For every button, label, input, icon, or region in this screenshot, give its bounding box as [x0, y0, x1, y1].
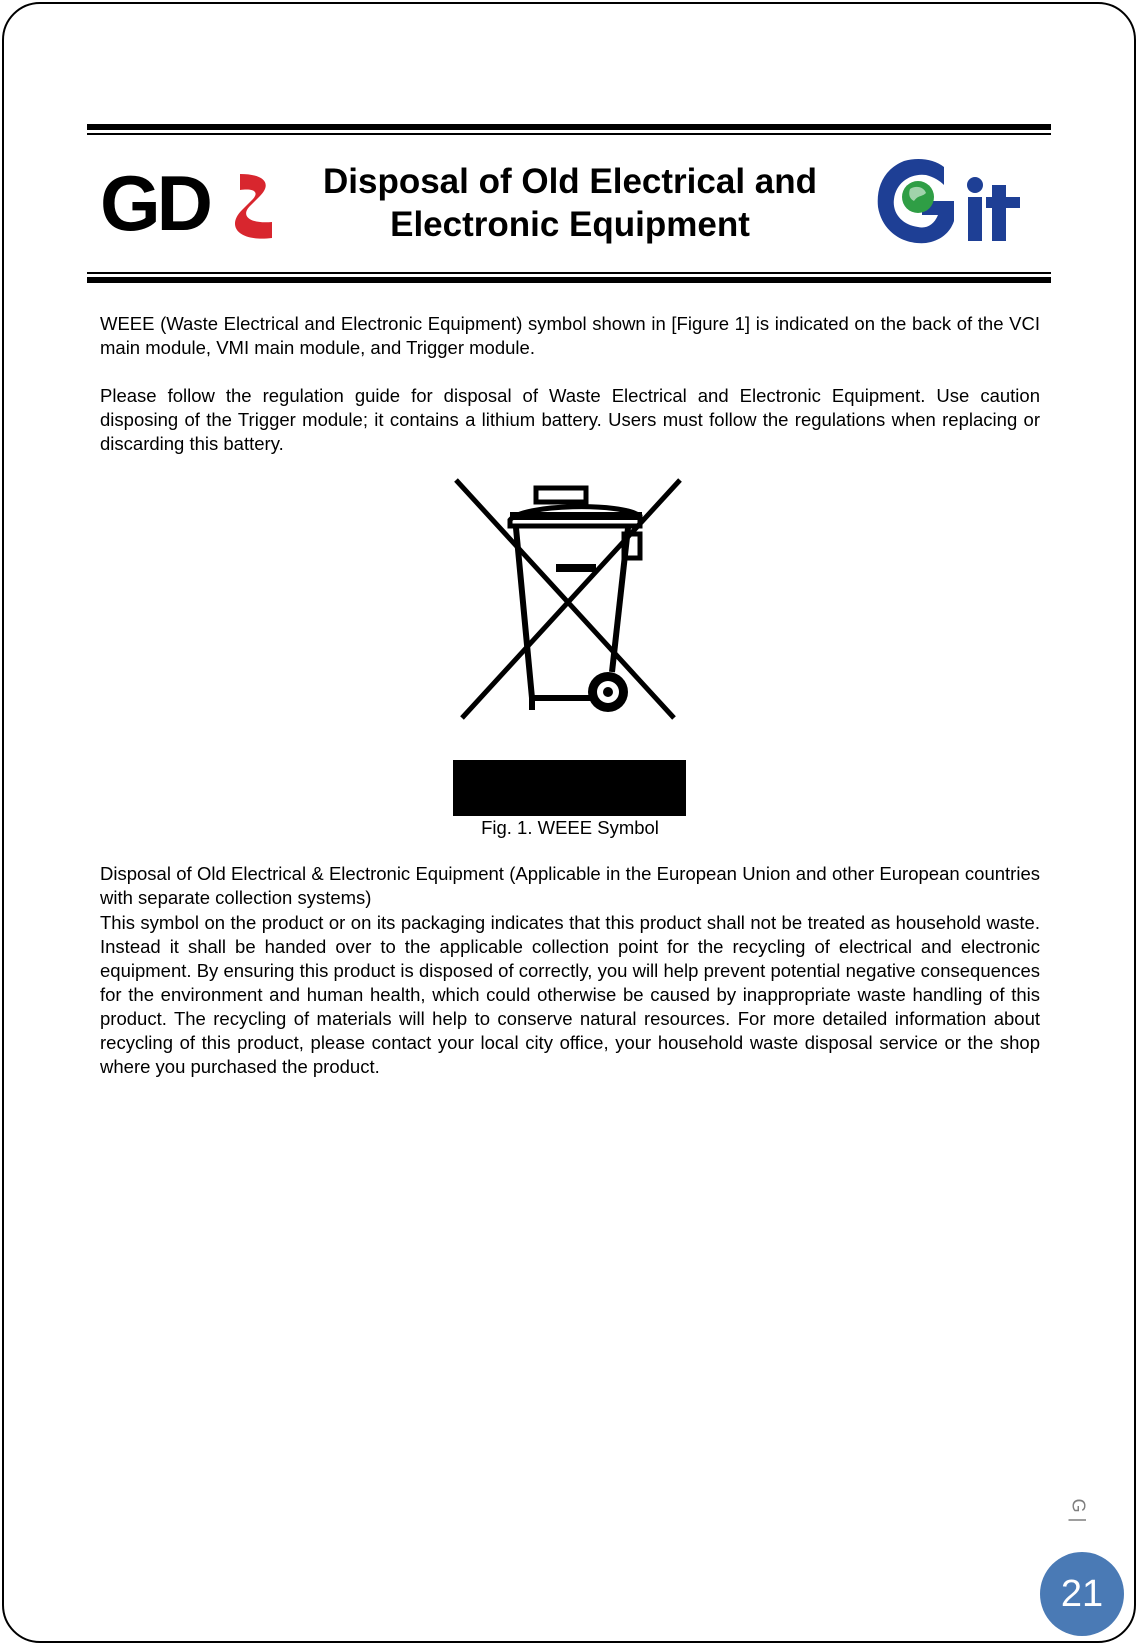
page-number-badge: 21: [1040, 1552, 1124, 1636]
side-mark: G |: [1068, 1498, 1089, 1523]
weee-bar: [453, 760, 686, 816]
applicability-paragraph: Disposal of Old Electrical & Electronic Equipment (Applicable in the European Union and other European countries with separate collection systems): [100, 863, 1040, 908]
intro-paragraph: WEEE (Waste Electrical and Electronic Equipment) symbol shown in [Figure 1] is indicated on the back of the VCI main module, VMI main module, and Trigger module.: [100, 313, 1040, 358]
figure-caption: Fig. 1. WEEE Symbol: [481, 817, 659, 838]
weee-symbol-icon: [452, 476, 692, 726]
header-rule-top: [87, 124, 1051, 135]
regulation-paragraph: Please follow the regulation guide for disposal of Waste Electrical and Electronic Equipment. Use caution disposing of the Trigger module; it contains a lithium battery. Users must follow the regulations when replacing or discarding this battery.: [100, 385, 1040, 454]
disposal-paragraph: This symbol on the product or on its packaging indicates that this product shall not be treated as household waste. Instead it shall be handed over to the applicable collection point for the recycling of electrical and electronic equipment. By ensuring this product is disposed of correctly, you will help prevent potential negative consequences for the environment and human health, which could otherwise be caused by inappropriate waste handling of this product. The recycling of materials will help to conserve natural resources. For more detailed information about recycling of this product, please contact your local city office, your household waste disposal service or the shop where you purchased the product.: [100, 912, 1040, 1077]
svg-text:GD: GD: [100, 166, 209, 242]
title-line-2: Electronic Equipment: [390, 205, 750, 244]
title-line-1: Disposal of Old Electrical and: [322, 162, 818, 201]
page-title: [290, 160, 850, 246]
header-rule-bottom: [87, 272, 1051, 283]
gds-logo: [100, 166, 275, 242]
git-logo: [874, 155, 1034, 250]
